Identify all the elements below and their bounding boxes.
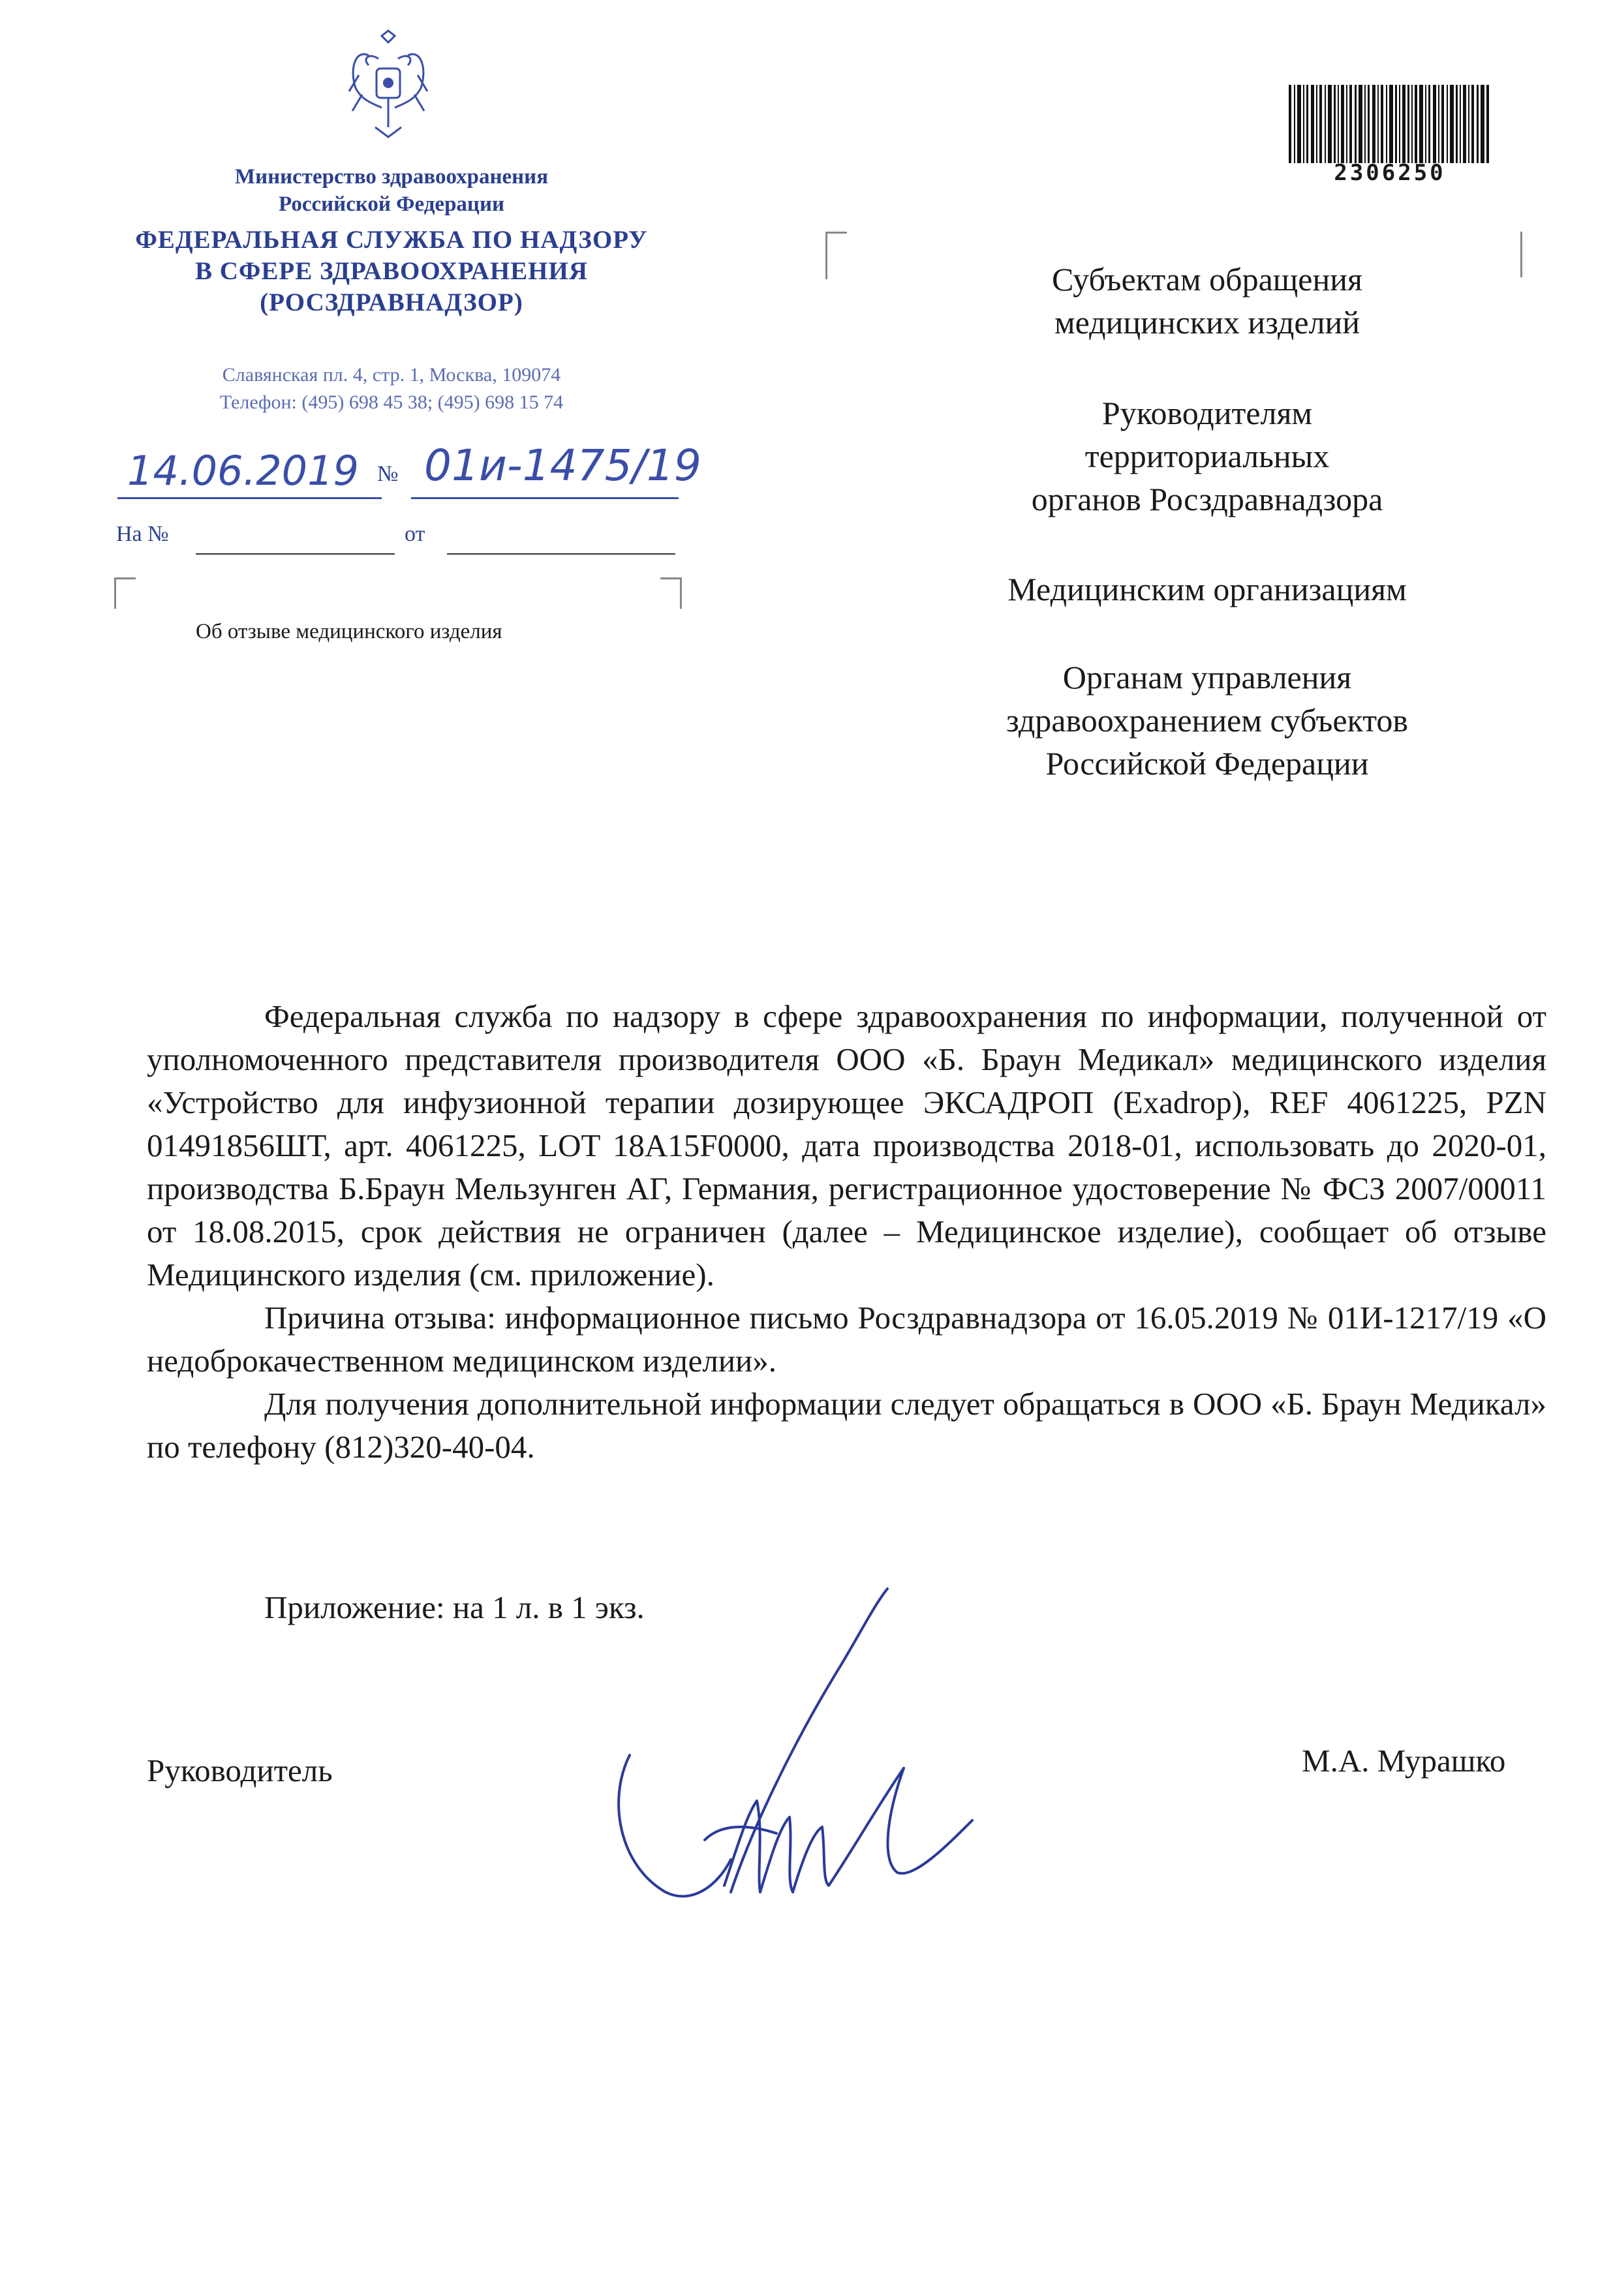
body-paragraph-1: Федеральная служба по надзору в сфере здравоохранения по информации, полученной от уполномоченного представителя производителя ООО «Б. Браун Медикал» медицинского изделия «Устройство для инфузионной терапии дозирующее ЭКСАДРОП (Exadrop), REF 4061225, PZN 01491856ШТ, арт. 4061225, LOT 18A15F0000, дата производства 2018-01, использовать до 2020-01, производства Б.Браун Мельзунген АГ, Германия, регистрационное удостоверение № ФСЗ 2007/00011 от 18.08.2015, срок действия не ограничен (далее – Медицинское изделие), сообщает об отзыве Медицинского изделия (см. приложение). [147, 998, 1546, 1293]
signatory-position: Руководитель [147, 1753, 333, 1788]
subject-line: Об отзыве медицинского изделия [196, 620, 502, 643]
from-label: от [405, 522, 425, 546]
recipient-2-line3: органов Росздравнадзора [1031, 481, 1383, 517]
ministry-name-line2: Российской Федерации [279, 192, 504, 216]
letter-body [147, 995, 1546, 1469]
recipient-2-line2: территориальных [1084, 438, 1330, 474]
attachment-note: Приложение: на 1 л. в 1 экз. [264, 1589, 645, 1625]
ministry-name-line1: Министерство здравоохранения [234, 165, 549, 189]
phone: Телефон: (495) 698 45 38; (495) 698 15 74 [219, 391, 564, 413]
coat-of-arms-icon [343, 29, 434, 140]
barcode-number: 2306250 [1334, 160, 1446, 186]
recipient-3-line1: Медицинским организациям [1007, 571, 1407, 607]
recipient-4-line3: Российской Федерации [1045, 745, 1369, 782]
recipient-1-line2: медицинских изделий [1054, 304, 1360, 341]
reply-to-label: На № [116, 522, 169, 546]
body-paragraph-3: Для получения дополнительной информации следует обращаться в ООО «Б. Браун Медикал» по телефону (812)320-40-04. [147, 1386, 1546, 1465]
recipient-3 [887, 568, 1527, 611]
body-paragraph-2: Причина отзыва: информационное письмо Росздравнадзора от 16.05.2019 № 01И-1217/19 «О недоброкачественном медицинском изделии». [147, 1300, 1546, 1379]
reference-number: 01и-1475/19 [424, 440, 701, 491]
address: Славянская пл. 4, стр. 1, Москва, 109074 [222, 364, 561, 386]
recipient-1 [887, 258, 1527, 344]
reference-number-sign: № [377, 462, 399, 486]
recipient-4-line1: Органам управления [1062, 659, 1352, 696]
reference-date: 14.06.2019 [127, 447, 359, 495]
recipient-4-line2: здравоохранением субъектов [1006, 702, 1409, 739]
signature-icon [607, 1585, 1011, 1925]
service-name-line3: (РОСЗДРАВНАДЗОР) [260, 288, 523, 316]
service-name-line2: В СФЕРЕ ЗДРАВООХРАНЕНИЯ [194, 257, 589, 285]
barcode-icon [1289, 85, 1491, 163]
recipient-2-line1: Руководителям [1101, 395, 1313, 431]
recipient-4 [887, 656, 1527, 785]
recipient-2 [887, 391, 1527, 521]
service-name-line1: ФЕДЕРАЛЬНАЯ СЛУЖБА ПО НАДЗОРУ [135, 226, 648, 254]
recipient-1-line1: Субъектам обращения [1052, 261, 1362, 298]
signatory-name: М.А. Мурашко [1302, 1743, 1506, 1779]
